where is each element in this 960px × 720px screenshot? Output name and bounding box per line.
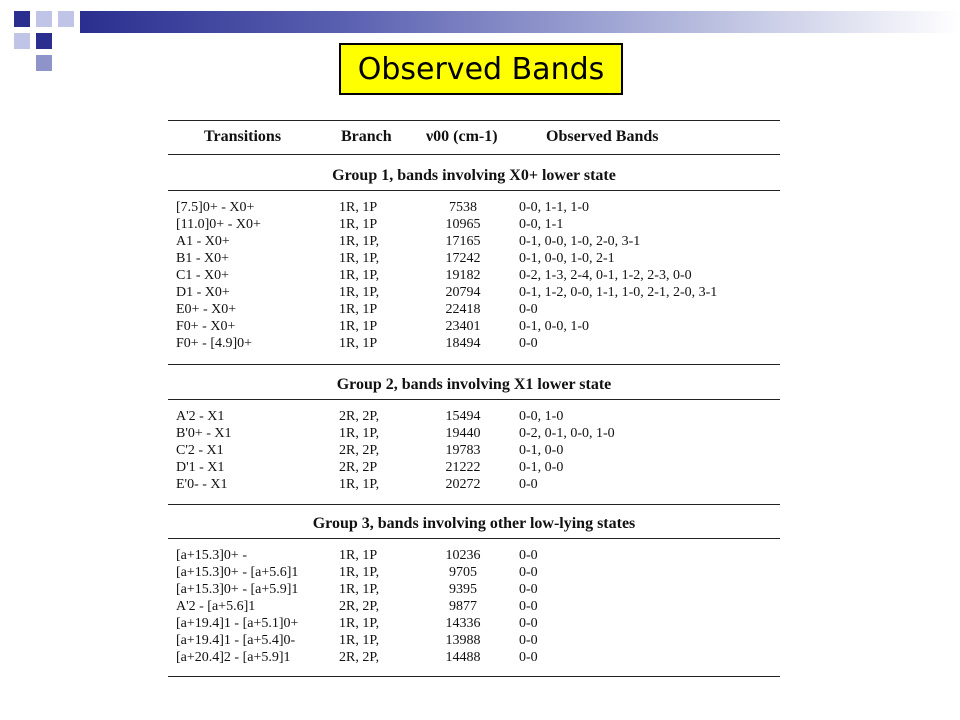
cell-transition: [a+15.3]0+ - [a+5.9]1 xyxy=(176,582,299,597)
cell-branch: 1R, 1P, xyxy=(339,633,380,648)
cell-branch: 1R, 1P, xyxy=(339,565,380,580)
slide-title-text: Observed Bands xyxy=(357,51,605,87)
rule-top xyxy=(168,120,780,121)
cell-branch: 1R, 1P, xyxy=(339,616,380,631)
cell-nu: 9395 xyxy=(449,582,477,597)
cell-bands: 0-0 xyxy=(519,336,538,351)
observed-bands-table xyxy=(168,116,780,682)
cell-branch: 1R, 1P xyxy=(339,302,378,317)
cell-nu: 15494 xyxy=(445,409,481,424)
cell-transition: C'2 - X1 xyxy=(176,443,224,458)
table-row xyxy=(168,217,780,233)
cell-bands: 0-0 xyxy=(519,650,538,665)
title-gradient-bar xyxy=(80,11,960,33)
cell-branch: 1R, 1P, xyxy=(339,582,380,597)
decor-square-4 xyxy=(14,33,30,49)
decor-square-5 xyxy=(36,33,52,49)
cell-nu: 17165 xyxy=(445,234,481,249)
rule-group-2-top xyxy=(168,364,780,365)
slide-title xyxy=(339,43,623,95)
cell-nu: 14488 xyxy=(445,650,481,665)
cell-transition: [a+19.4]1 - [a+5.4]0- xyxy=(176,633,296,648)
cell-nu: 10236 xyxy=(445,548,481,563)
cell-bands: 0-1, 0-0 xyxy=(519,460,564,475)
table-row xyxy=(168,268,780,284)
cell-nu: 21222 xyxy=(445,460,481,475)
cell-transition: F0+ - [4.9]0+ xyxy=(176,336,253,351)
table-row xyxy=(168,565,780,581)
cell-bands: 0-0 xyxy=(519,548,538,563)
cell-branch: 2R, 2P, xyxy=(339,409,380,424)
table-row xyxy=(168,460,780,476)
rule-header-bottom xyxy=(168,154,780,155)
table-row xyxy=(168,234,780,250)
cell-branch: 1R, 1P xyxy=(339,200,378,215)
cell-transition: [11.0]0+ - X0+ xyxy=(176,217,261,232)
cell-transition: [7.5]0+ - X0+ xyxy=(176,200,255,215)
decor-square-1 xyxy=(14,11,30,27)
cell-transition: [a+19.4]1 - [a+5.1]0+ xyxy=(176,616,299,631)
cell-bands: 0-0 xyxy=(519,302,538,317)
cell-transition: B'0+ - X1 xyxy=(176,426,232,441)
cell-nu: 17242 xyxy=(445,251,481,266)
group-1-title: Group 1, bands involving X0+ lower state xyxy=(332,167,616,184)
table-row xyxy=(168,548,780,564)
cell-transition: [a+15.3]0+ - xyxy=(176,548,247,563)
cell-transition: D1 - X0+ xyxy=(176,285,230,300)
rule-group-1 xyxy=(168,190,780,191)
cell-bands: 0-0, 1-0 xyxy=(519,409,564,424)
table-row xyxy=(168,200,780,216)
cell-bands: 0-1, 0-0, 1-0 xyxy=(519,319,589,334)
header-nu00 xyxy=(426,128,498,146)
cell-transition: A1 - X0+ xyxy=(176,234,230,249)
cell-nu: 13988 xyxy=(445,633,481,648)
cell-transition: E'0- - X1 xyxy=(176,477,228,492)
cell-nu: 19182 xyxy=(445,268,481,283)
header-transitions: Transitions xyxy=(204,128,282,145)
group-3-title: Group 3, bands involving other low-lying states xyxy=(312,515,636,532)
decor-square-6 xyxy=(36,55,52,71)
cell-bands: 0-1, 0-0, 1-0, 2-1 xyxy=(519,251,615,266)
cell-branch: 2R, 2P, xyxy=(339,443,380,458)
cell-branch: 2R, 2P, xyxy=(339,599,380,614)
header-observed-bands: Observed Bands xyxy=(546,128,659,145)
decor-square-3 xyxy=(58,11,74,27)
cell-branch: 1R, 1P, xyxy=(339,234,380,249)
rule-group-3 xyxy=(168,538,780,539)
cell-bands: 0-0 xyxy=(519,582,538,597)
cell-bands: 0-0 xyxy=(519,616,538,631)
table-row xyxy=(168,443,780,459)
header-nu00-text: ν00 (cm-1) xyxy=(426,128,498,145)
table-row xyxy=(168,302,780,318)
cell-transition: E0+ - X0+ xyxy=(176,302,237,317)
cell-branch: 1R, 1P xyxy=(339,336,378,351)
cell-nu: 20272 xyxy=(445,477,481,492)
table-row xyxy=(168,582,780,598)
cell-branch: 1R, 1P xyxy=(339,319,378,334)
cell-nu: 14336 xyxy=(445,616,481,631)
table-row xyxy=(168,409,780,425)
rule-group-2 xyxy=(168,399,780,400)
cell-bands: 0-0 xyxy=(519,599,538,614)
cell-bands: 0-0 xyxy=(519,565,538,580)
table-row xyxy=(168,616,780,632)
cell-bands: 0-1, 0-0 xyxy=(519,443,564,458)
cell-nu: 23401 xyxy=(445,319,481,334)
table-row xyxy=(168,251,780,267)
cell-nu: 9877 xyxy=(449,599,477,614)
cell-nu: 7538 xyxy=(449,200,477,215)
group-2-title: Group 2, bands involving X1 lower state xyxy=(336,376,612,393)
cell-bands: 0-1, 1-2, 0-0, 1-1, 1-0, 2-1, 2-0, 3-1 xyxy=(519,285,718,300)
cell-branch: 1R, 1P xyxy=(339,548,378,563)
cell-bands: 0-0, 1-1, 1-0 xyxy=(519,200,589,215)
cell-transition: [a+15.3]0+ - [a+5.6]1 xyxy=(176,565,299,580)
cell-branch: 1R, 1P xyxy=(339,217,378,232)
cell-bands: 0-0, 1-1 xyxy=(519,217,564,232)
cell-branch: 2R, 2P, xyxy=(339,650,380,665)
cell-bands: 0-0 xyxy=(519,477,538,492)
header-branch: Branch xyxy=(341,128,392,145)
decor-square-2 xyxy=(36,11,52,27)
cell-branch: 1R, 1P, xyxy=(339,426,380,441)
cell-nu: 19440 xyxy=(445,426,481,441)
cell-transition: D'1 - X1 xyxy=(176,460,225,475)
table-row xyxy=(168,426,780,442)
table-row xyxy=(168,285,780,301)
cell-transition: A'2 - [a+5.6]1 xyxy=(176,599,256,614)
cell-nu: 10965 xyxy=(445,217,481,232)
table-row xyxy=(168,336,780,352)
cell-branch: 1R, 1P, xyxy=(339,251,380,266)
rule-bottom xyxy=(168,676,780,677)
rule-group-3-top xyxy=(168,504,780,505)
cell-nu: 20794 xyxy=(445,285,481,300)
table-row xyxy=(168,650,780,666)
cell-bands: 0-1, 0-0, 1-0, 2-0, 3-1 xyxy=(519,234,641,249)
cell-transition: B1 - X0+ xyxy=(176,251,230,266)
cell-nu: 19783 xyxy=(445,443,481,458)
cell-nu: 9705 xyxy=(449,565,477,580)
cell-bands: 0-2, 1-3, 2-4, 0-1, 1-2, 2-3, 0-0 xyxy=(519,268,692,283)
cell-branch: 2R, 2P xyxy=(339,460,378,475)
cell-transition: A'2 - X1 xyxy=(176,409,225,424)
cell-branch: 1R, 1P, xyxy=(339,285,380,300)
cell-transition: C1 - X0+ xyxy=(176,268,230,283)
cell-branch: 1R, 1P, xyxy=(339,268,380,283)
cell-transition: F0+ - X0+ xyxy=(176,319,236,334)
cell-nu: 18494 xyxy=(445,336,481,351)
table-row xyxy=(168,633,780,649)
cell-transition: [a+20.4]2 - [a+5.9]1 xyxy=(176,650,291,665)
cell-bands: 0-0 xyxy=(519,633,538,648)
cell-nu: 22418 xyxy=(445,302,481,317)
table-row xyxy=(168,477,780,493)
table-row xyxy=(168,319,780,335)
table-row xyxy=(168,599,780,615)
cell-bands: 0-2, 0-1, 0-0, 1-0 xyxy=(519,426,615,441)
cell-branch: 1R, 1P, xyxy=(339,477,380,492)
